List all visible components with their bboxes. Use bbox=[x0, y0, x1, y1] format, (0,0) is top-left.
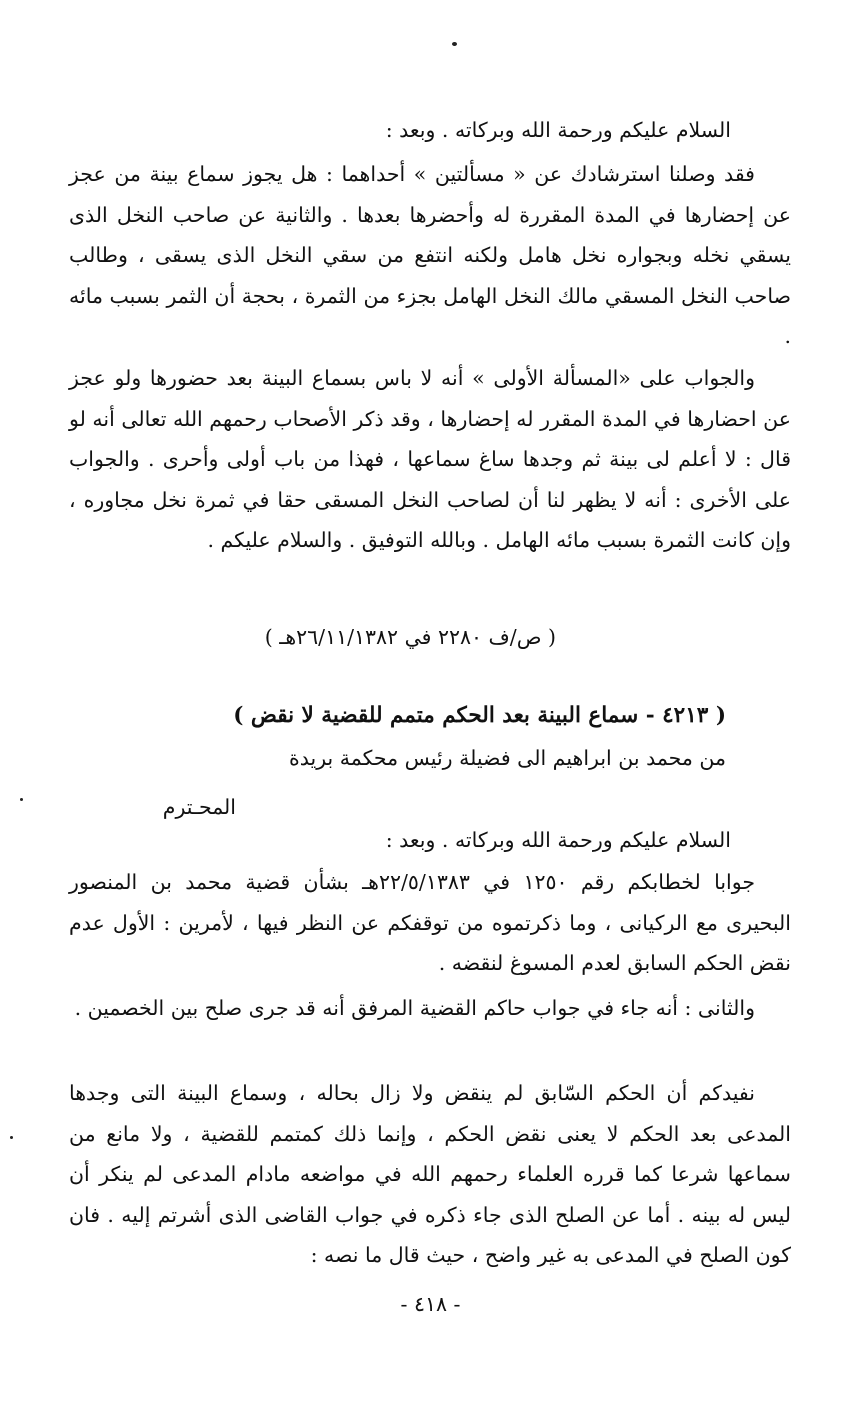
letter2-honorific: المحـترم bbox=[162, 795, 236, 819]
letter1-paragraph-2: والجواب على «المسألة الأولى » أنه لا باس بسماع البينة بعد حضورها ولو عجز عن احضارها في المدة المقرر له إحضارها ، وقد ذكر الأصحاب رحمهم الله تعالى أنه لو قال : لا أعلم لى بينة ثم وجدها ساغ سماعها ، فهذا من باب أولى وأحرى . والجواب على الأخرى : أنه لا يظهر لنا أن لصاحب النخل المسقى حقا في ثمرة نخل مجاوره ، وإن كانت الثمرة بسبب مائه الهامل . وبالله التوفيق . والسلام عليكم . bbox=[69, 366, 791, 552]
letter2-paragraph-2: والثانى : أنه جاء في جواب حاكم القضية المرفق أنه قد جرى صلح بين الخصمين . bbox=[74, 996, 755, 1020]
letter2-greeting: السلام عليكم ورحمة الله وبركاته . وبعد : bbox=[385, 828, 731, 852]
scan-speck bbox=[452, 42, 457, 46]
page-number: - ٤١٨ - bbox=[400, 1292, 461, 1316]
letter2-from-line: من محمد بن ابراهيم الى فضيلة رئيس محكمة بريدة bbox=[289, 746, 726, 770]
section-heading: ( ٤٢١٣ - سماع البينة بعد الحكم متمم للقضية لا نقض ) bbox=[233, 703, 726, 728]
letter1-greeting: السلام عليكم ورحمة الله وبركاته . وبعد : bbox=[385, 118, 731, 142]
scan-speck bbox=[20, 798, 23, 801]
scan-speck bbox=[10, 1136, 13, 1139]
letter1-paragraph-1: فقد وصلنا استرشادك عن « مسألتين » أحداهما : هل يجوز سماع بينة من عجز عن إحضارها في المدة المقررة له وأحضرها بعدها . والثانية عن صاحب النخل الذى يسقي نخله وبجواره نخل هامل ولكنه انتفع من سقي النخل الذى يسقى ، وطالب صاحب النخل المسقي مالك النخل الهامل بجزء من الثمرة ، بحجة أن الثمر بسبب مائه . bbox=[69, 162, 791, 348]
letter2-paragraph-3: نفيدكم أن الحكم السّابق لم ينقض ولا زال بحاله ، وسماع البينة التى وجدها المدعى بعد الحكم لا يعنى نقض الحكم ، وإنما ذلك كمتمم للقضية ، ولا مانع من سماعها شرعا كما قرره العلماء رحمهم الله في مواضعه مادام المدعى لم ينكر أن ليس له بينه . أما عن الصلح الذى جاء ذكره في جواب القاضى الذى أشرتم إليه . فان كون الصلح في المدعى به غير واضح ، حيث قال ما نصه : bbox=[69, 1081, 791, 1267]
letter1-reference: ( ص/ف ٢٢٨٠ في ٢٦/١١/١٣٨٢هـ ) bbox=[264, 625, 556, 649]
letter2-paragraph-1: جوابا لخطابكم رقم ١٢٥٠ في ٢٢/٥/١٣٨٣هـ بشأن قضية محمد بن المنصور البحيرى مع الركيانى ، وما ذكرتموه من توقفكم عن النظر فيها ، لأمرين : الأول عدم نقض الحكم السابق لعدم المسوغ لنقضه . bbox=[69, 870, 791, 975]
